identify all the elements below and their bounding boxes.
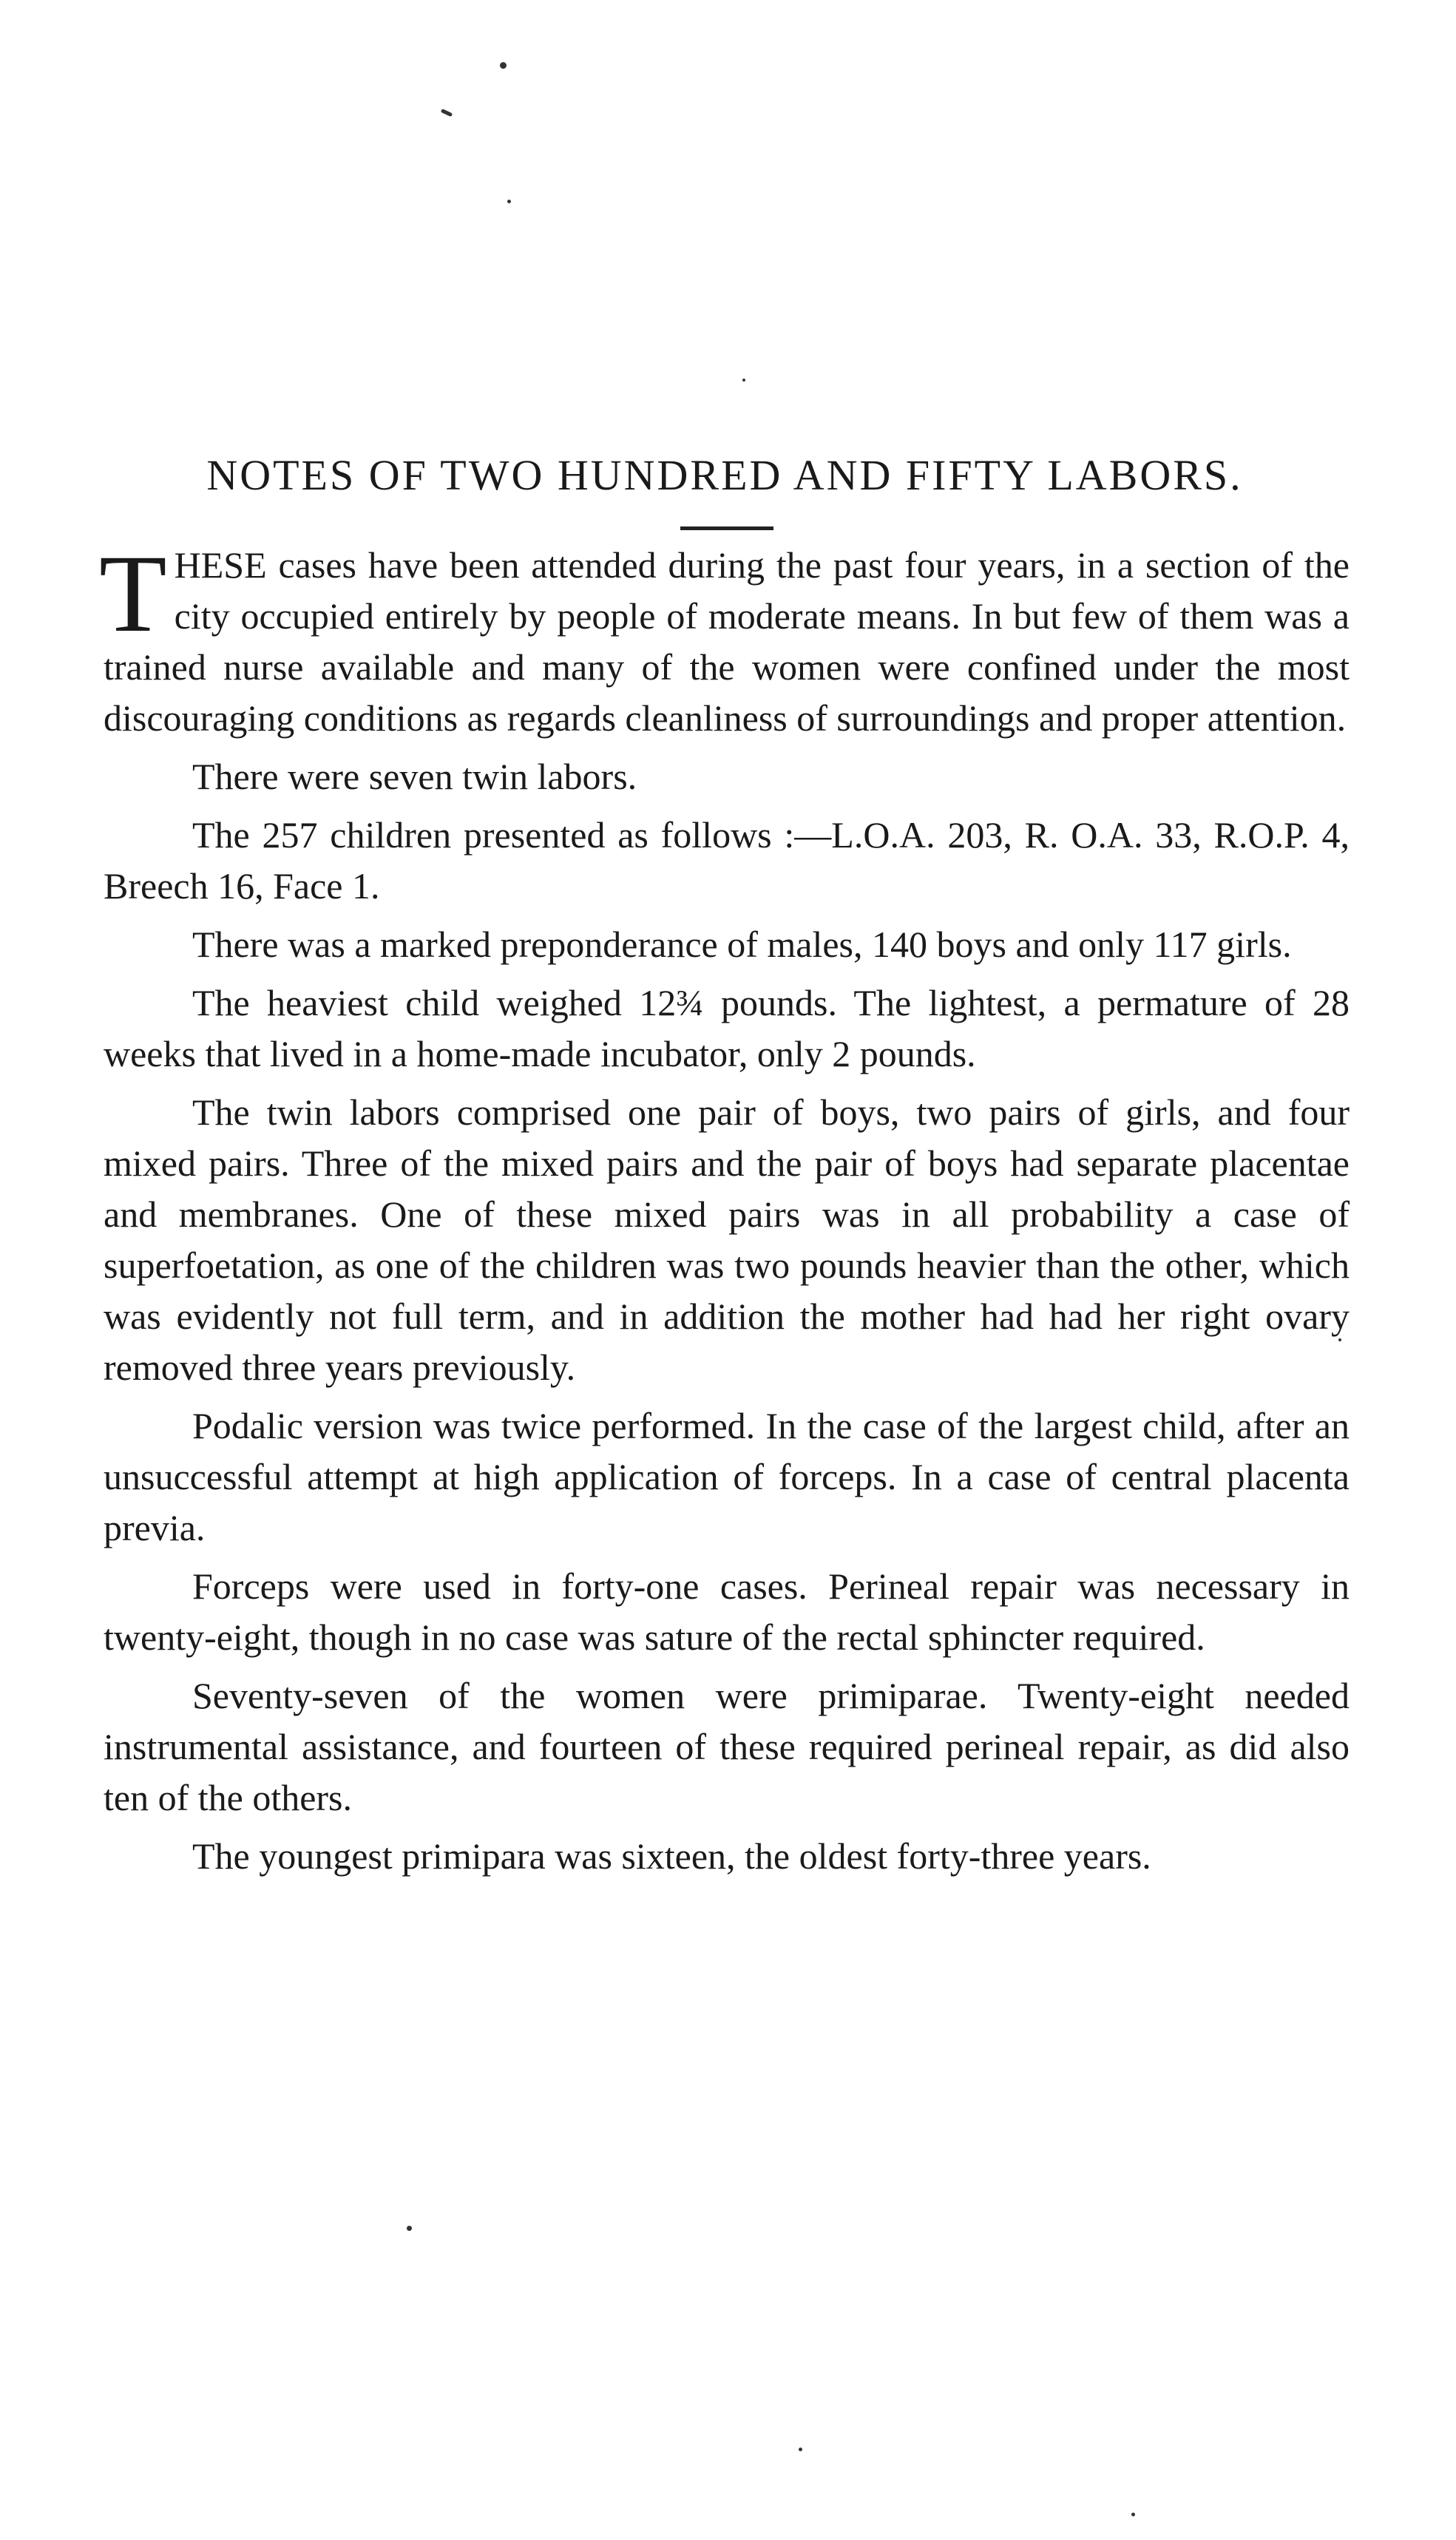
paragraph: Seventy-seven of the women were primiparae. Twenty-eight needed instrumental assistance, and fourteen of these required perineal repair, as did also ten of the others. bbox=[104, 1675, 1350, 1818]
article-title: NOTES OF TWO HUNDRED AND FIFTY LABORS. bbox=[206, 451, 1243, 499]
scan-speck bbox=[742, 379, 745, 382]
paragraph: The heaviest child weighed 12¾ pounds. The lightest, a permature of 28 weeks that lived in a home-made incubator, only 2 pounds. bbox=[104, 982, 1350, 1074]
paragraph: Podalic version was twice performed. In the case of the largest child, after an unsuccessful attempt at high application of forceps. In a case of central placenta previa. bbox=[104, 1405, 1350, 1548]
intro-text: HESE cases have been attended during the past four years, in a section of the city occupied entirely by people of moderate means. In but few of them was a trained nurse available and many of the women were confined under the most discouraging conditions as regards cleanliness of surroundings and proper attention. bbox=[104, 544, 1350, 739]
scan-speck bbox=[441, 109, 453, 117]
scan-speck bbox=[500, 62, 507, 69]
paragraph: The twin labors comprised one pair of boys, two pairs of girls, and four mixed pairs. Three of the mixed pairs and the pair of boys had separate placentae and membranes. One of these mixed pairs was in all probability a case of superfoetation, as one of the children was two pounds heavier than the other, which was evidently not full term, and in addition the mother had had her right ovary removed three years previously. bbox=[104, 1091, 1350, 1388]
drop-cap: T bbox=[99, 532, 167, 655]
scan-speck bbox=[1131, 2513, 1135, 2516]
scan-speck bbox=[407, 2226, 412, 2231]
scan-speck bbox=[507, 200, 511, 203]
paragraph: The 257 children presented as follows :—L.O.A. 203, R. O.A. 33, R.O.P. 4, Breech 16, Face 1. bbox=[104, 814, 1350, 907]
paragraph: There were seven twin labors. bbox=[192, 756, 637, 797]
paragraph: Forceps were used in forty-one cases. Perineal repair was necessary in twenty-eight, though in no case was sature of the rectal sphincter required. bbox=[104, 1565, 1350, 1658]
paragraph: The youngest primipara was sixteen, the oldest forty-three years. bbox=[192, 1835, 1151, 1877]
scan-speck bbox=[799, 2448, 802, 2451]
title-rule bbox=[680, 526, 773, 530]
intro-paragraph bbox=[99, 532, 1350, 744]
article-body bbox=[99, 532, 1350, 1889]
paragraph: There was a marked preponderance of males, 140 boys and only 117 girls. bbox=[192, 924, 1292, 965]
